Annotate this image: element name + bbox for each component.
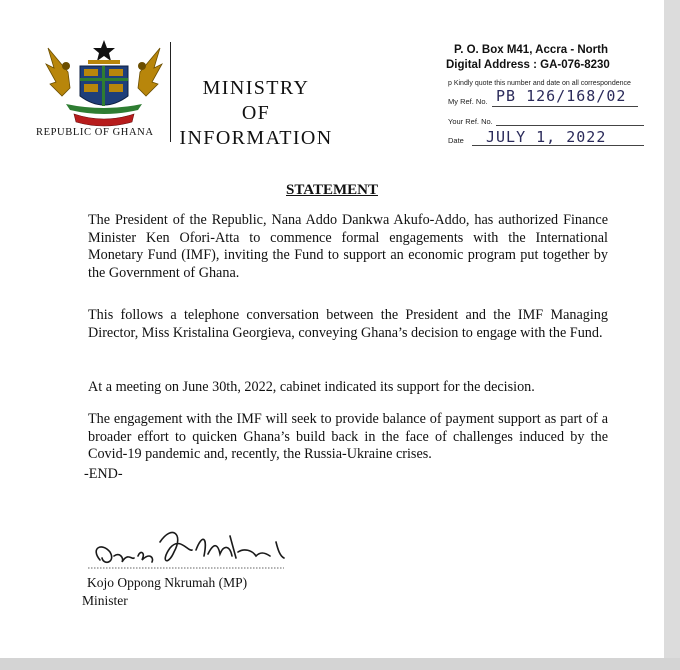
my-ref-line <box>492 106 638 107</box>
date-value: JULY 1, 2022 <box>486 128 607 146</box>
end-marker: -END- <box>84 466 123 482</box>
ministry-line-3: INFORMATION <box>179 127 333 149</box>
signatory-name: Kojo Oppong Nkrumah (MP) <box>87 575 248 590</box>
paragraph-3: At a meeting on June 30th, 2022, cabinet indicated its support for the decision. <box>88 379 535 395</box>
signatory-title: Minister <box>82 593 128 608</box>
ghana-coat-of-arms-icon <box>40 38 168 130</box>
page-edge-bottom <box>0 658 680 670</box>
ministry-name <box>176 76 336 151</box>
paragraph-2: This follows a telephone conversation between the President and the IMF Managing Director, Miss Kristalina Georgieva, conveying Ghana’s decision to engage with the Fund. <box>88 307 608 341</box>
paragraph-4: The engagement with the IMF will seek to provide balance of payment support as part of a broader effort to quicken Ghana’s build back in the face of challenges induced by the Covid-19 pandemic and, recently, the Russia-Ukraine crises. <box>88 411 608 462</box>
quote-note: p Kindly quote this number and date on all correspondence <box>448 80 631 87</box>
page-edge-right <box>664 0 680 670</box>
letterhead-divider <box>170 42 171 142</box>
po-box-address: P. O. Box M41, Accra - North <box>454 44 609 56</box>
ministry-line-2: OF <box>241 102 271 124</box>
ministry-line-1: MINISTRY <box>202 77 310 99</box>
paragraph-1: The President of the Republic, Nana Addo Dankwa Akufo-Addo, has authorized Finance Minister Ken Ofori-Atta to commence formal engagements with the International Monetary Fund (IMF), inviting the Fund to support an economic program put together by the Government of Ghana. <box>88 212 608 281</box>
statement-title: STATEMENT <box>286 182 378 198</box>
digital-address: Digital Address : GA-076-8230 <box>446 59 610 71</box>
my-ref-value: PB 126/168/02 <box>496 87 627 105</box>
date-label: Date <box>448 136 464 145</box>
your-ref-label: Your Ref. No. <box>448 117 493 126</box>
my-ref-label: My Ref. No. <box>448 97 488 106</box>
your-ref-line <box>496 125 644 126</box>
republic-of-ghana-label: REPUBLIC OF GHANA <box>36 127 154 138</box>
